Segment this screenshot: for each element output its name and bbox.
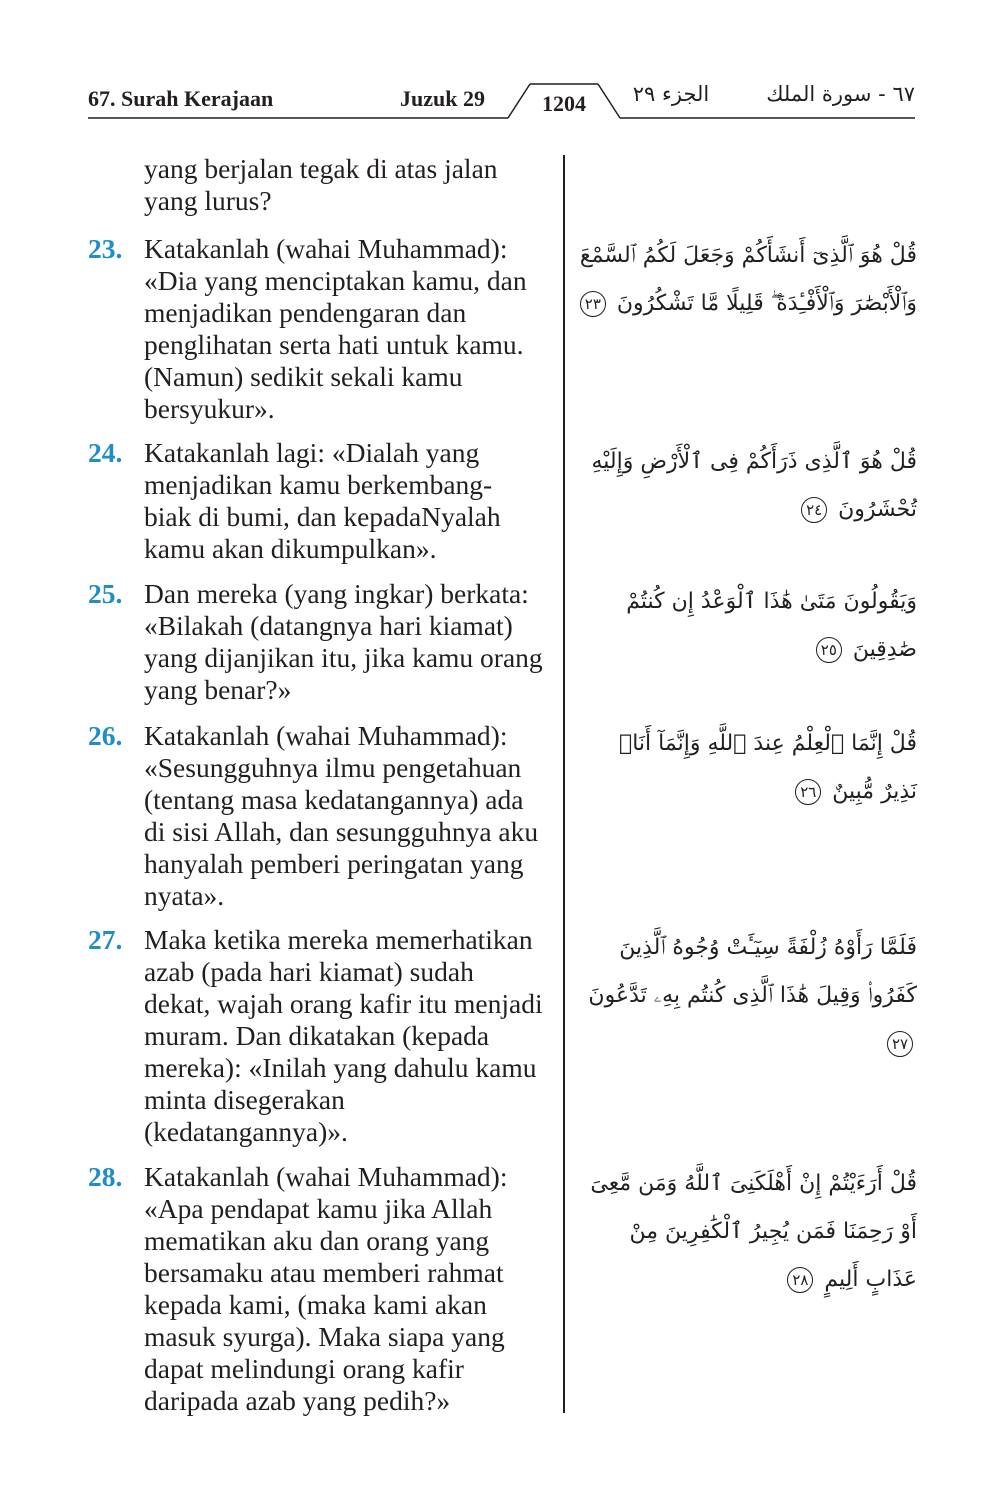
verse-24 <box>88 437 558 565</box>
arabic-verse-24 <box>577 438 917 534</box>
verse-translation: Katakanlah (wahai Muhammad): «Dia yang menciptakan kamu, dan menjadikan pendengaran dan penglihatan serta hati untuk kamu. (Namun) sedikit sekali kamu bersyukur». <box>144 233 527 424</box>
arabic-text: قُلْ إِنَّمَا ٱلْعِلْمُ عِندَ ٱللَّهِ وَإِنَّمَآ أَنَا۠ نَذِيرٌ مُّبِينٌ <box>619 731 917 804</box>
verse-28 <box>88 1161 558 1417</box>
arabic-text: قُلْ أَرَءَيْتُمْ إِنْ أَهْلَكَنِىَ ٱللَّهُ وَمَن مَّعِىَ أَوْ رَحِمَنَا فَمَن يُجِيرُ ٱلْكَٰفِرِينَ مِنْ عَذَابٍ أَلِيمٍ <box>590 1171 917 1292</box>
arabic-verse-26 <box>577 720 917 816</box>
arabic-text: وَيَقُولُونَ مَتَىٰ هَٰذَا ٱلْوَعْدُ إِن كُنتُمْ صَٰدِقِينَ <box>626 589 917 662</box>
verse-number: 27. <box>88 924 123 955</box>
verse-number: 24. <box>88 437 123 468</box>
surah-title-arabic: ٦٧ - سورة الملك <box>766 82 915 106</box>
page-number: 1204 <box>542 91 586 116</box>
juz-label-latin: Juzuk 29 <box>400 86 485 111</box>
column-divider <box>563 155 565 1413</box>
arabic-verse-23 <box>577 232 917 328</box>
verse-23 <box>88 233 558 425</box>
surah-title-latin: 67. Surah Kerajaan <box>88 86 274 111</box>
arabic-verse-28 <box>577 1160 917 1304</box>
verse-25 <box>88 578 558 706</box>
verse-translation: Katakanlah (wahai Muhammad): «Apa pendapat kamu jika Allah mematikan aku dan orang yang bersamaku atau memberi rahmat kepada kami, (maka kami akan masuk syurga). Maka siapa yang dapat melindungi orang kafir daripada azab yang pedih?» <box>144 1161 508 1416</box>
verse-number: 25. <box>88 578 123 609</box>
page-header <box>0 0 1000 130</box>
arabic-text: قُلْ هُوَ ٱلَّذِى ذَرَأَكُمْ فِى ٱلْأَرْضِ وَإِلَيْهِ تُحْشَرُونَ <box>591 449 917 522</box>
ayah-marker: ٢٥ <box>816 637 842 663</box>
arabic-text: فَلَمَّا رَأَوْهُ زُلْفَةً سِيٓـَٔتْ وُجُوهُ ٱلَّذِينَ كَفَرُوا۟ وَقِيلَ هَٰذَا ٱلَّذِى كُنتُم بِهِۦ تَدَّعُونَ <box>588 935 917 1008</box>
verse-number: 23. <box>88 233 123 264</box>
ayah-marker: ٢٧ <box>887 1031 913 1057</box>
ayah-marker: ٢٣ <box>580 291 606 317</box>
verse-translation: Maka ketika mereka memerhatikan azab (pada hari kiamat) sudah dekat, wajah orang kafir itu menjadi muram. Dan dikatakan (kepada mereka): «Inilah yang dahulu kamu minta disegerakan (kedatangannya)». <box>144 924 543 1147</box>
continuation-translation: yang berjalan tegak di atas jalan yang lurus? <box>144 153 498 216</box>
arabic-verse-27 <box>577 924 917 1068</box>
verse-27 <box>88 924 558 1148</box>
verse-26 <box>88 720 558 912</box>
ayah-marker: ٢٦ <box>795 779 821 805</box>
arabic-verse-25 <box>577 578 917 674</box>
verse-translation: Dan mereka (yang ingkar) berkata: «Bilakah (datangnya hari kiamat) yang dijanjikan itu, jika kamu orang yang benar?» <box>144 578 543 705</box>
verse-number: 26. <box>88 720 123 751</box>
verse-number: 28. <box>88 1161 123 1192</box>
verse-translation: Katakanlah (wahai Muhammad): «Sesungguhnya ilmu pengetahuan (tentang masa kedatangannya) ada di sisi Allah, dan sesungguhnya aku hanyalah pemberi peringatan yang nyata». <box>144 720 539 911</box>
verse-translation: Katakanlah lagi: «Dialah yang menjadikan kamu berkembang-biak di bumi, dan kepadaNyalah kamu akan dikumpulkan». <box>144 437 501 564</box>
continuation-text <box>88 153 558 217</box>
juz-label-arabic: الجزء ٢٩ <box>632 82 710 106</box>
ayah-marker: ٢٤ <box>801 497 827 523</box>
arabic-text: قُلْ هُوَ ٱلَّذِىٓ أَنشَأَكُمْ وَجَعَلَ لَكُمُ ٱلسَّمْعَ وَٱلْأَبْصَٰرَ وَٱلْأَفْـِٔدَةَ ۖ قَلِيلًا مَّا تَشْكُرُونَ <box>579 243 917 316</box>
ayah-marker: ٢٨ <box>787 1267 813 1293</box>
